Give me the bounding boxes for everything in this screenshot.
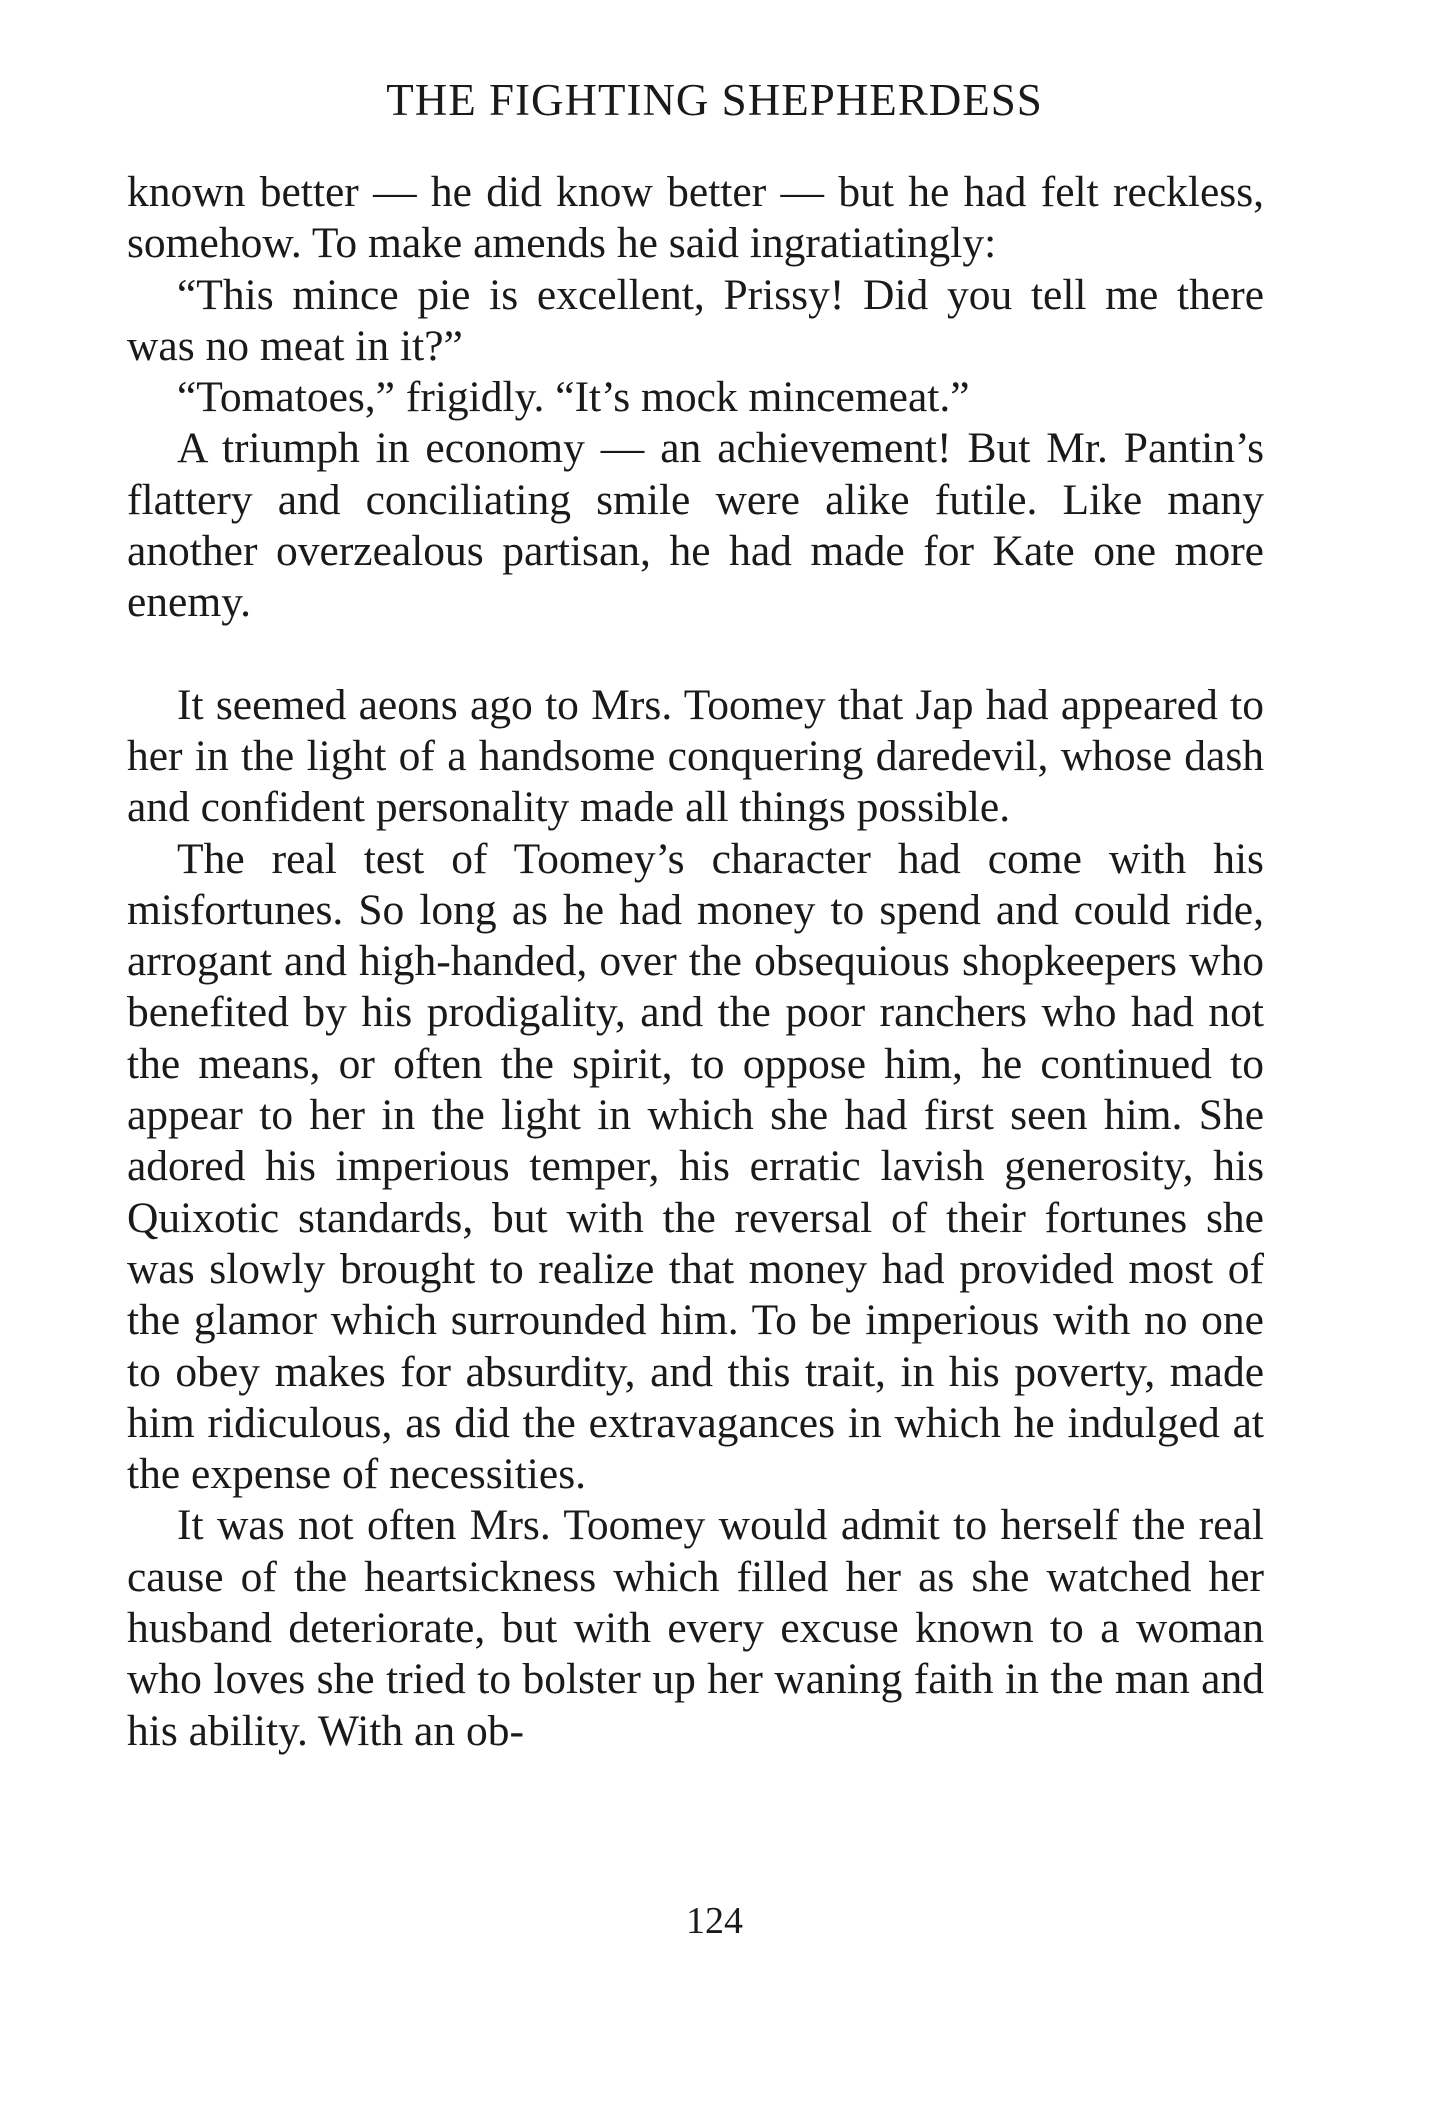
paragraph: It was not often Mrs. Toomey would admit to herself the real cause of the heartsickness which filled her as she watched her husband deteriorate, but with every excuse known to a woman who loves she tried to bolster up her waning faith in the man and his ability. With an ob-	[127, 1501, 1264, 1755]
page-number: 124	[686, 1900, 743, 1942]
running-head: THE FIGHTING SHEPHERDESS	[386, 75, 1043, 125]
paragraph: A triumph in economy — an achievement! But Mr. Pantin’s flattery and conciliating smile were alike futile. Like many another overzealous partisan, he had made for Kate one more enemy.	[127, 424, 1264, 627]
paragraph: It seemed aeons ago to Mrs. Toomey that Jap had appeared to her in the light of a handsome conquering daredevil, whose dash and confident personality made all things possible.	[127, 680, 1264, 832]
paragraph: “This mince pie is excellent, Prissy! Did you tell me there was no meat in it?”	[127, 270, 1264, 370]
paragraph: The real test of Toomey’s character had come with his misfortunes. So long as he had money to spend and could ride, arrogant and high-handed, over the obsequious shopkeepers who benefited by his prodigality, and the poor ranchers who had not the means, or often the spirit, to oppose him, he continued to appear to her in the light in which she had first seen him. She adored his imperious temper, his erratic lavish generosity, his Quixotic standards, but with the reversal of their fortunes she was slowly brought to realize that money had provided most of the glamor which surrounded him. To be imperious with no one to obey makes for absurdity, and this trait, in his poverty, made him ridiculous, as did the extravagances in which he indulged at the expense of necessities.	[127, 834, 1264, 1499]
body-text	[127, 167, 1264, 1757]
paragraph: known better — he did know better — but he had felt reckless, somehow. To make amends he said ingratiatingly:	[127, 168, 1264, 268]
paragraph: “Tomatoes,” frigidly. “It’s mock mincemeat.”	[177, 373, 970, 422]
